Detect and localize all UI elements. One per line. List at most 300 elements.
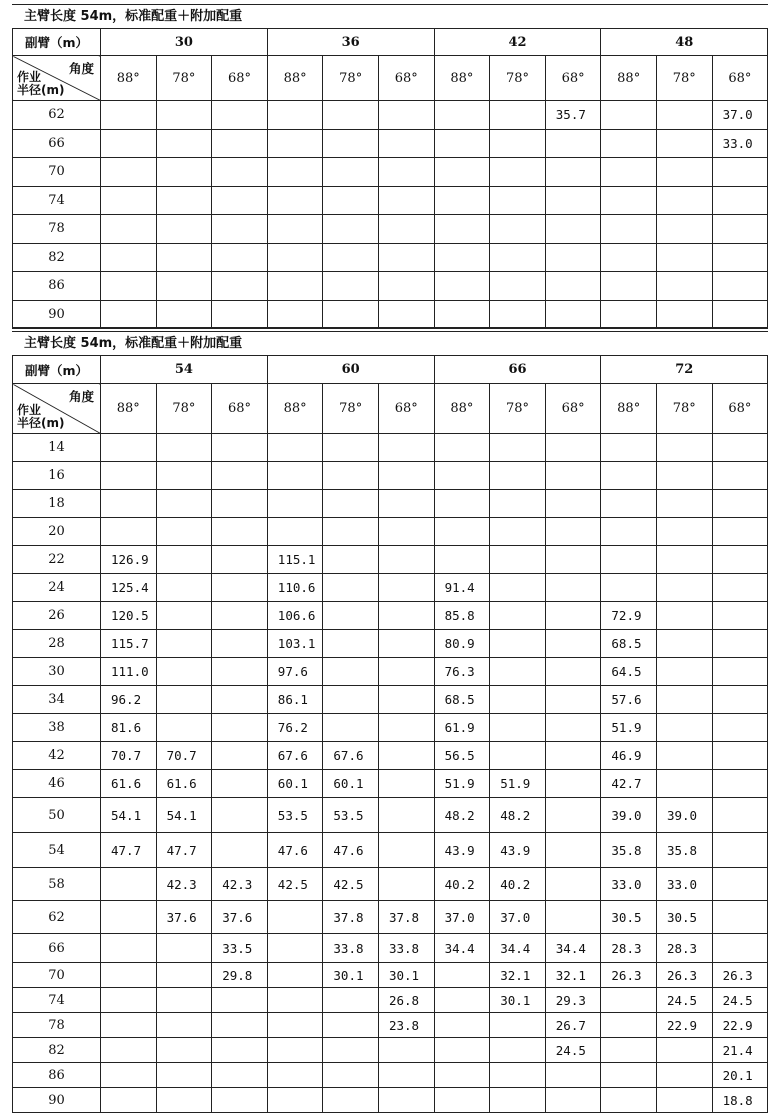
load-cell bbox=[267, 1088, 323, 1113]
load-cell bbox=[267, 963, 323, 988]
load-cell bbox=[156, 272, 212, 301]
load-cell bbox=[267, 101, 323, 130]
load-cell bbox=[323, 462, 379, 490]
load-cell: 40.2 bbox=[434, 868, 490, 901]
load-cell bbox=[101, 1088, 157, 1113]
table-row bbox=[13, 742, 768, 770]
load-cell: 26.7 bbox=[545, 1013, 601, 1038]
load-cell: 22.9 bbox=[656, 1013, 712, 1038]
load-cell: 37.0 bbox=[434, 901, 490, 934]
load-cell bbox=[212, 101, 268, 130]
load-cell: 67.6 bbox=[323, 742, 379, 770]
load-cell bbox=[212, 1013, 268, 1038]
load-cell bbox=[212, 434, 268, 462]
load-cell bbox=[101, 518, 157, 546]
load-cell bbox=[712, 630, 768, 658]
load-cell bbox=[323, 658, 379, 686]
load-cell bbox=[490, 518, 546, 546]
load-cell bbox=[378, 215, 434, 244]
load-cell bbox=[378, 300, 434, 329]
table-row bbox=[13, 158, 768, 187]
load-cell bbox=[101, 868, 157, 901]
section-divider bbox=[12, 327, 768, 332]
load-cell bbox=[101, 434, 157, 462]
load-cell: 70.7 bbox=[156, 742, 212, 770]
load-cell bbox=[712, 546, 768, 574]
load-cell bbox=[434, 1038, 490, 1063]
load-cell bbox=[323, 490, 379, 518]
load-cell bbox=[656, 272, 712, 301]
load-cell bbox=[267, 462, 323, 490]
load-cell: 54.1 bbox=[156, 798, 212, 833]
load-cell bbox=[212, 186, 268, 215]
load-cell bbox=[378, 1088, 434, 1113]
load-cell: 32.1 bbox=[490, 963, 546, 988]
load-cell bbox=[712, 868, 768, 901]
radius-cell: 16 bbox=[13, 462, 101, 490]
load-cell: 37.6 bbox=[212, 901, 268, 934]
load-cell bbox=[212, 272, 268, 301]
radius-label: 作业 半径(m) bbox=[17, 403, 65, 430]
load-cell bbox=[156, 101, 212, 130]
load-cell: 47.7 bbox=[101, 833, 157, 868]
load-cell bbox=[267, 518, 323, 546]
table-row bbox=[13, 215, 768, 244]
radius-cell: 74 bbox=[13, 186, 101, 215]
table-row bbox=[13, 714, 768, 742]
load-cell bbox=[656, 462, 712, 490]
load-cell bbox=[378, 546, 434, 574]
load-cell: 33.8 bbox=[323, 934, 379, 963]
load-cell bbox=[378, 434, 434, 462]
radius-cell: 54 bbox=[13, 833, 101, 868]
load-cell bbox=[434, 462, 490, 490]
load-cell bbox=[212, 490, 268, 518]
load-cell bbox=[545, 215, 601, 244]
radius-cell: 46 bbox=[13, 770, 101, 798]
load-cell bbox=[434, 243, 490, 272]
load-cell bbox=[378, 490, 434, 518]
load-cell bbox=[323, 300, 379, 329]
radius-cell: 14 bbox=[13, 434, 101, 462]
load-cell: 42.3 bbox=[156, 868, 212, 901]
load-cell: 61.6 bbox=[156, 770, 212, 798]
load-cell: 80.9 bbox=[434, 630, 490, 658]
load-cell bbox=[545, 1088, 601, 1113]
load-cell: 24.5 bbox=[656, 988, 712, 1013]
load-cell bbox=[212, 158, 268, 187]
angle-header: 68° bbox=[378, 56, 434, 101]
table-row bbox=[13, 1038, 768, 1063]
jib-length-header: 48 bbox=[601, 29, 768, 56]
load-cell bbox=[212, 243, 268, 272]
load-cell: 54.1 bbox=[101, 798, 157, 833]
load-cell bbox=[156, 243, 212, 272]
load-cell bbox=[545, 901, 601, 934]
load-cell: 33.0 bbox=[601, 868, 657, 901]
jib-length-header: 66 bbox=[434, 356, 601, 384]
load-cell: 51.9 bbox=[601, 714, 657, 742]
table-row bbox=[13, 434, 768, 462]
load-cell bbox=[156, 574, 212, 602]
table-row bbox=[13, 518, 768, 546]
radius-cell: 70 bbox=[13, 963, 101, 988]
table-row bbox=[13, 833, 768, 868]
load-cell bbox=[267, 158, 323, 187]
load-cell bbox=[212, 215, 268, 244]
load-cell: 110.6 bbox=[267, 574, 323, 602]
load-cell bbox=[378, 574, 434, 602]
load-cell bbox=[712, 934, 768, 963]
load-cell: 60.1 bbox=[267, 770, 323, 798]
load-cell bbox=[434, 158, 490, 187]
load-cell bbox=[378, 518, 434, 546]
radius-cell: 86 bbox=[13, 272, 101, 301]
load-cell bbox=[712, 518, 768, 546]
radius-cell: 34 bbox=[13, 686, 101, 714]
load-cell bbox=[156, 462, 212, 490]
load-cell bbox=[545, 546, 601, 574]
radius-cell: 66 bbox=[13, 934, 101, 963]
load-cell bbox=[545, 833, 601, 868]
table-caption: 主臂长度 54m，标准配重＋附加配重 bbox=[24, 9, 243, 24]
load-cell: 35.7 bbox=[545, 101, 601, 130]
table-row bbox=[13, 101, 768, 130]
load-cell bbox=[156, 546, 212, 574]
load-cell bbox=[434, 490, 490, 518]
load-cell: 47.6 bbox=[267, 833, 323, 868]
load-cell: 32.1 bbox=[545, 963, 601, 988]
load-cell: 51.9 bbox=[434, 770, 490, 798]
load-cell bbox=[434, 988, 490, 1013]
load-cell bbox=[156, 1038, 212, 1063]
radius-cell: 22 bbox=[13, 546, 101, 574]
table-row bbox=[13, 462, 768, 490]
load-cell: 34.4 bbox=[490, 934, 546, 963]
angle-header: 68° bbox=[712, 56, 768, 101]
load-cell bbox=[101, 462, 157, 490]
table-row bbox=[13, 934, 768, 963]
radius-cell: 90 bbox=[13, 1088, 101, 1113]
load-cell bbox=[212, 574, 268, 602]
load-cell bbox=[601, 490, 657, 518]
jib-length-header: 30 bbox=[101, 29, 268, 56]
load-cell bbox=[267, 1063, 323, 1088]
load-cell bbox=[323, 546, 379, 574]
load-cell bbox=[490, 1038, 546, 1063]
load-cell bbox=[101, 963, 157, 988]
load-cell: 42.3 bbox=[212, 868, 268, 901]
load-cell bbox=[267, 1013, 323, 1038]
load-chart-table bbox=[12, 355, 768, 1113]
radius-cell: 50 bbox=[13, 798, 101, 833]
load-cell bbox=[545, 158, 601, 187]
corner-header-cell bbox=[13, 56, 101, 101]
load-cell bbox=[490, 434, 546, 462]
load-cell bbox=[601, 988, 657, 1013]
load-cell: 53.5 bbox=[267, 798, 323, 833]
radius-cell: 62 bbox=[13, 101, 101, 130]
load-cell: 21.4 bbox=[712, 1038, 768, 1063]
load-cell: 106.6 bbox=[267, 602, 323, 630]
load-cell bbox=[267, 243, 323, 272]
load-cell bbox=[712, 434, 768, 462]
load-cell bbox=[378, 1038, 434, 1063]
load-cell bbox=[323, 714, 379, 742]
load-cell bbox=[101, 101, 157, 130]
load-cell: 37.0 bbox=[490, 901, 546, 934]
load-cell bbox=[434, 1013, 490, 1038]
load-cell bbox=[156, 602, 212, 630]
load-cell: 68.5 bbox=[434, 686, 490, 714]
load-cell bbox=[712, 833, 768, 868]
load-cell bbox=[434, 1063, 490, 1088]
load-cell bbox=[378, 186, 434, 215]
load-cell bbox=[545, 272, 601, 301]
load-cell bbox=[212, 1038, 268, 1063]
table-row bbox=[13, 546, 768, 574]
load-cell bbox=[490, 574, 546, 602]
table-row bbox=[13, 1088, 768, 1113]
angle-header: 78° bbox=[656, 384, 712, 434]
load-cell bbox=[267, 186, 323, 215]
load-cell bbox=[212, 630, 268, 658]
load-cell bbox=[545, 243, 601, 272]
jib-length-header: 54 bbox=[101, 356, 268, 384]
load-cell bbox=[656, 129, 712, 158]
radius-cell: 28 bbox=[13, 630, 101, 658]
load-cell bbox=[490, 1063, 546, 1088]
load-cell bbox=[656, 630, 712, 658]
load-cell bbox=[712, 215, 768, 244]
load-cell bbox=[545, 186, 601, 215]
load-cell bbox=[490, 462, 546, 490]
load-cell: 33.0 bbox=[712, 129, 768, 158]
load-cell bbox=[712, 462, 768, 490]
load-cell bbox=[490, 300, 546, 329]
angle-header: 68° bbox=[545, 56, 601, 101]
radius-cell: 62 bbox=[13, 901, 101, 934]
load-cell bbox=[323, 272, 379, 301]
load-cell: 20.1 bbox=[712, 1063, 768, 1088]
load-cell bbox=[101, 988, 157, 1013]
load-cell: 35.8 bbox=[601, 833, 657, 868]
load-cell bbox=[656, 1088, 712, 1113]
load-cell: 67.6 bbox=[267, 742, 323, 770]
load-cell bbox=[378, 272, 434, 301]
load-cell: 30.5 bbox=[656, 901, 712, 934]
load-cell: 72.9 bbox=[601, 602, 657, 630]
angle-header: 78° bbox=[490, 56, 546, 101]
load-cell: 42.5 bbox=[323, 868, 379, 901]
load-cell bbox=[656, 518, 712, 546]
load-cell bbox=[156, 658, 212, 686]
load-chart-table bbox=[12, 28, 768, 329]
load-cell bbox=[490, 215, 546, 244]
load-cell bbox=[323, 215, 379, 244]
load-cell bbox=[545, 129, 601, 158]
load-cell bbox=[490, 714, 546, 742]
load-cell bbox=[545, 686, 601, 714]
load-cell: 68.5 bbox=[601, 630, 657, 658]
load-cell bbox=[656, 186, 712, 215]
load-cell: 30.1 bbox=[323, 963, 379, 988]
angle-header: 68° bbox=[212, 56, 268, 101]
load-cell bbox=[601, 462, 657, 490]
corner-header-cell bbox=[13, 384, 101, 434]
jib-length-header: 42 bbox=[434, 29, 601, 56]
load-cell bbox=[323, 1038, 379, 1063]
load-cell bbox=[267, 1038, 323, 1063]
radius-cell: 38 bbox=[13, 714, 101, 742]
load-cell bbox=[601, 186, 657, 215]
load-cell bbox=[212, 833, 268, 868]
load-cell bbox=[323, 630, 379, 658]
load-cell bbox=[323, 686, 379, 714]
load-cell bbox=[601, 518, 657, 546]
angle-header: 88° bbox=[101, 56, 157, 101]
load-cell bbox=[212, 1088, 268, 1113]
load-cell bbox=[545, 300, 601, 329]
angle-label: 角度 bbox=[68, 389, 94, 404]
load-cell bbox=[323, 1088, 379, 1113]
load-cell bbox=[656, 574, 712, 602]
load-cell: 26.8 bbox=[378, 988, 434, 1013]
load-cell: 37.0 bbox=[712, 101, 768, 130]
load-cell bbox=[212, 1063, 268, 1088]
load-cell: 53.5 bbox=[323, 798, 379, 833]
load-cell bbox=[101, 186, 157, 215]
radius-cell: 66 bbox=[13, 129, 101, 158]
load-cell bbox=[267, 129, 323, 158]
load-cell: 47.7 bbox=[156, 833, 212, 868]
load-cell: 34.4 bbox=[545, 934, 601, 963]
load-cell bbox=[378, 101, 434, 130]
load-cell bbox=[656, 546, 712, 574]
load-cell bbox=[712, 574, 768, 602]
table-row bbox=[13, 300, 768, 329]
load-cell: 81.6 bbox=[101, 714, 157, 742]
load-cell bbox=[101, 129, 157, 158]
angle-header: 88° bbox=[601, 56, 657, 101]
load-cell bbox=[601, 1038, 657, 1063]
load-cell bbox=[101, 215, 157, 244]
load-cell bbox=[490, 602, 546, 630]
load-cell bbox=[545, 518, 601, 546]
load-cell bbox=[434, 300, 490, 329]
table-row bbox=[13, 988, 768, 1013]
radius-cell: 42 bbox=[13, 742, 101, 770]
load-cell: 57.6 bbox=[601, 686, 657, 714]
load-cell bbox=[434, 129, 490, 158]
load-cell: 22.9 bbox=[712, 1013, 768, 1038]
load-cell bbox=[378, 243, 434, 272]
load-cell bbox=[212, 546, 268, 574]
load-cell bbox=[378, 462, 434, 490]
load-table-section-1 bbox=[12, 6, 768, 329]
load-cell bbox=[212, 462, 268, 490]
load-cell bbox=[656, 101, 712, 130]
load-cell bbox=[545, 742, 601, 770]
jib-length-header: 72 bbox=[601, 356, 768, 384]
table-caption: 主臂长度 54m，标准配重＋附加配重 bbox=[24, 336, 243, 351]
load-cell bbox=[323, 434, 379, 462]
load-cell bbox=[323, 574, 379, 602]
load-cell bbox=[712, 272, 768, 301]
load-cell: 23.8 bbox=[378, 1013, 434, 1038]
load-cell bbox=[101, 490, 157, 518]
angle-header: 88° bbox=[434, 56, 490, 101]
load-cell bbox=[323, 101, 379, 130]
load-cell: 42.7 bbox=[601, 770, 657, 798]
load-cell bbox=[490, 686, 546, 714]
load-cell bbox=[490, 272, 546, 301]
table-row bbox=[13, 1013, 768, 1038]
load-cell bbox=[656, 658, 712, 686]
load-cell bbox=[212, 988, 268, 1013]
radius-cell: 82 bbox=[13, 1038, 101, 1063]
radius-cell: 82 bbox=[13, 243, 101, 272]
table-row bbox=[13, 490, 768, 518]
load-cell bbox=[378, 658, 434, 686]
load-cell: 111.0 bbox=[101, 658, 157, 686]
load-cell bbox=[545, 574, 601, 602]
load-cell bbox=[267, 934, 323, 963]
load-cell bbox=[212, 798, 268, 833]
load-cell: 125.4 bbox=[101, 574, 157, 602]
table-row bbox=[13, 1063, 768, 1088]
load-cell: 37.6 bbox=[156, 901, 212, 934]
load-cell: 76.2 bbox=[267, 714, 323, 742]
table-row bbox=[13, 686, 768, 714]
load-cell bbox=[156, 158, 212, 187]
load-cell bbox=[545, 1063, 601, 1088]
angle-label: 角度 bbox=[68, 61, 94, 76]
load-cell bbox=[156, 129, 212, 158]
load-cell: 85.8 bbox=[434, 602, 490, 630]
jib-length-header: 36 bbox=[267, 29, 434, 56]
load-cell bbox=[101, 272, 157, 301]
load-cell bbox=[712, 300, 768, 329]
angle-header: 68° bbox=[378, 384, 434, 434]
load-cell: 29.3 bbox=[545, 988, 601, 1013]
load-cell bbox=[545, 462, 601, 490]
load-cell: 60.1 bbox=[323, 770, 379, 798]
load-cell bbox=[712, 742, 768, 770]
load-cell bbox=[101, 243, 157, 272]
load-cell bbox=[101, 300, 157, 329]
load-cell bbox=[490, 243, 546, 272]
table-row bbox=[13, 630, 768, 658]
load-cell bbox=[212, 742, 268, 770]
load-cell bbox=[601, 215, 657, 244]
angle-header: 78° bbox=[156, 384, 212, 434]
table-row bbox=[13, 243, 768, 272]
load-cell: 24.5 bbox=[545, 1038, 601, 1063]
load-cell: 26.3 bbox=[712, 963, 768, 988]
radius-cell: 78 bbox=[13, 215, 101, 244]
load-cell bbox=[156, 686, 212, 714]
load-cell bbox=[545, 434, 601, 462]
load-cell bbox=[378, 868, 434, 901]
load-cell: 64.5 bbox=[601, 658, 657, 686]
load-cell bbox=[601, 574, 657, 602]
load-cell bbox=[434, 1088, 490, 1113]
load-cell bbox=[212, 602, 268, 630]
angle-header: 68° bbox=[712, 384, 768, 434]
load-cell bbox=[378, 798, 434, 833]
load-cell bbox=[212, 129, 268, 158]
